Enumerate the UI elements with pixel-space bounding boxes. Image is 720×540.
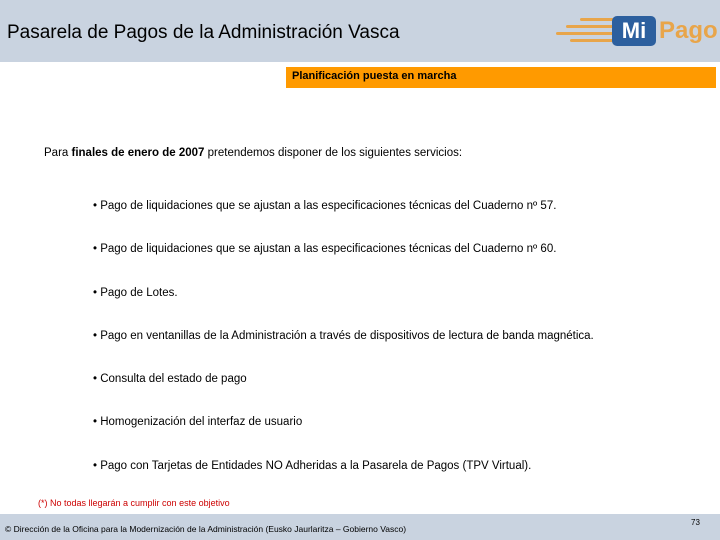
slide-header <box>0 0 720 62</box>
intro-suffix: pretendemos disponer de los siguientes servicios: <box>204 147 463 159</box>
logo-pago: Pago <box>659 17 718 44</box>
bullet-item-ventanillas: • Pago en ventanillas de la Administración a través de dispositivos de lectura de banda magnética. <box>93 330 594 342</box>
logo-mi: Mi <box>612 16 656 46</box>
intro-deadline: finales de enero de 2007 <box>71 147 205 159</box>
bullet-item-tpv-virtual: • Pago con Tarjetas de Entidades NO Adheridas a la Pasarela de Pagos (TPV Virtual). <box>93 460 532 472</box>
page-number: 73 <box>691 518 700 527</box>
bullet-item-cuaderno-57: • Pago de liquidaciones que se ajustan a las especificaciones técnicas del Cuaderno nº 57. <box>93 200 557 212</box>
bullet-item-lotes: • Pago de Lotes. <box>93 287 178 299</box>
section-subtitle: Planificación puesta en marcha <box>292 70 457 82</box>
copyright-text: © Dirección de la Oficina para la Modernización de la Administración (Eusko Jaurlaritza – Gobierno Vasco) <box>5 524 407 534</box>
bullet-item-homogenizacion: • Homogenización del interfaz de usuario <box>93 416 303 428</box>
intro-prefix: Para <box>44 147 72 159</box>
bullet-item-consulta: • Consulta del estado de pago <box>93 373 247 385</box>
speed-lines-icon <box>552 12 614 52</box>
footnote: (*) No todas llegarán a cumplir con este objetivo <box>38 498 230 508</box>
intro-text <box>44 147 462 159</box>
slide-title: Pasarela de Pagos de la Administración Vasca <box>7 22 400 43</box>
slide-footer <box>0 514 720 540</box>
section-subtitle-bar <box>286 67 716 88</box>
mipago-logo <box>552 12 718 52</box>
bullet-item-cuaderno-60: • Pago de liquidaciones que se ajustan a las especificaciones técnicas del Cuaderno nº 60. <box>93 243 557 255</box>
